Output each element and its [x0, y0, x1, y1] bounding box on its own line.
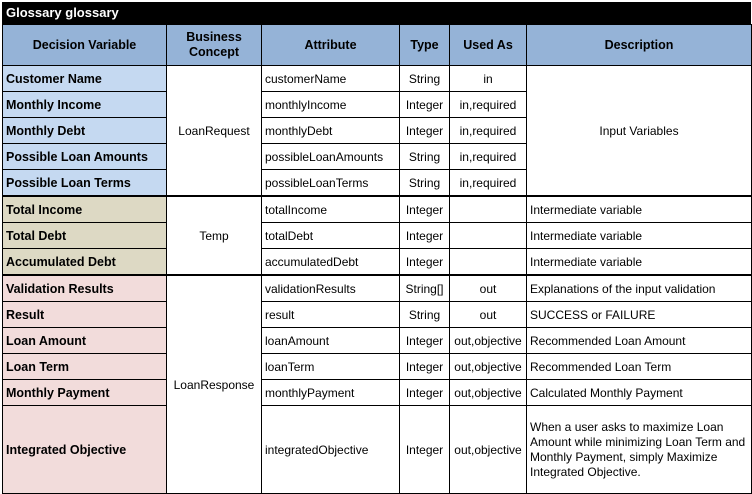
attribute-cell[interactable]: monthlyDebt — [262, 118, 400, 144]
used-as-cell[interactable]: out — [450, 302, 527, 328]
description-cell[interactable]: Recommended Loan Term — [527, 354, 752, 380]
attribute-cell[interactable]: possibleLoanTerms — [262, 170, 400, 197]
type-cell[interactable]: String — [400, 66, 450, 92]
type-cell[interactable]: Integer — [400, 249, 450, 276]
decision-variable-cell[interactable]: Accumulated Debt — [3, 249, 167, 276]
header-business-concept[interactable]: Business Concept — [167, 25, 262, 66]
type-cell[interactable]: Integer — [400, 380, 450, 406]
glossary-sheet — [2, 2, 751, 494]
type-cell[interactable]: String — [400, 170, 450, 197]
used-as-cell[interactable] — [450, 196, 527, 223]
table-row — [3, 223, 752, 249]
description-cell[interactable]: Input Variables — [527, 66, 752, 197]
decision-variable-cell[interactable]: Loan Amount — [3, 328, 167, 354]
decision-variable-cell[interactable]: Possible Loan Terms — [3, 170, 167, 197]
attribute-cell[interactable]: totalDebt — [262, 223, 400, 249]
decision-variable-cell[interactable]: Validation Results — [3, 275, 167, 302]
table-row — [3, 302, 752, 328]
business-concept-cell[interactable]: LoanRequest — [167, 66, 262, 197]
description-cell[interactable]: Recommended Loan Amount — [527, 328, 752, 354]
used-as-cell[interactable]: out,objective — [450, 380, 527, 406]
glossary-table — [2, 24, 752, 494]
description-cell[interactable]: When a user asks to maximize Loan Amount while minimizing Loan Term and Monthly Payment, simply Maximize Integrated Objective. — [527, 406, 752, 494]
header-decision-variable[interactable]: Decision Variable — [3, 25, 167, 66]
sheet-title: Glossary glossary — [2, 2, 751, 24]
description-cell[interactable]: Calculated Monthly Payment — [527, 380, 752, 406]
used-as-cell[interactable]: in,required — [450, 92, 527, 118]
business-concept-cell[interactable]: LoanResponse — [167, 275, 262, 494]
type-cell[interactable]: String[] — [400, 275, 450, 302]
decision-variable-cell[interactable]: Total Debt — [3, 223, 167, 249]
header-description[interactable]: Description — [527, 25, 752, 66]
table-row — [3, 66, 752, 92]
description-cell[interactable]: Explanations of the input validation — [527, 275, 752, 302]
table-row — [3, 275, 752, 302]
header-used-as[interactable]: Used As — [450, 25, 527, 66]
type-cell[interactable]: Integer — [400, 223, 450, 249]
description-cell[interactable]: Intermediate variable — [527, 223, 752, 249]
table-row — [3, 328, 752, 354]
type-cell[interactable]: Integer — [400, 354, 450, 380]
business-concept-cell[interactable]: Temp — [167, 196, 262, 275]
type-cell[interactable]: Integer — [400, 92, 450, 118]
decision-variable-cell[interactable]: Monthly Debt — [3, 118, 167, 144]
decision-variable-cell[interactable]: Monthly Income — [3, 92, 167, 118]
attribute-cell[interactable]: result — [262, 302, 400, 328]
header-attribute[interactable]: Attribute — [262, 25, 400, 66]
attribute-cell[interactable]: monthlyPayment — [262, 380, 400, 406]
used-as-cell[interactable]: in,required — [450, 170, 527, 197]
attribute-cell[interactable]: monthlyIncome — [262, 92, 400, 118]
decision-variable-cell[interactable]: Total Income — [3, 196, 167, 223]
used-as-cell[interactable]: in — [450, 66, 527, 92]
attribute-cell[interactable]: customerName — [262, 66, 400, 92]
attribute-cell[interactable]: accumulatedDebt — [262, 249, 400, 276]
decision-variable-cell[interactable]: Loan Term — [3, 354, 167, 380]
attribute-cell[interactable]: validationResults — [262, 275, 400, 302]
used-as-cell[interactable] — [450, 249, 527, 276]
used-as-cell[interactable]: out,objective — [450, 354, 527, 380]
type-cell[interactable]: Integer — [400, 118, 450, 144]
table-row — [3, 354, 752, 380]
table-row — [3, 406, 752, 494]
type-cell[interactable]: Integer — [400, 196, 450, 223]
used-as-cell[interactable]: out — [450, 275, 527, 302]
attribute-cell[interactable]: loanTerm — [262, 354, 400, 380]
table-row — [3, 380, 752, 406]
used-as-cell[interactable] — [450, 223, 527, 249]
decision-variable-cell[interactable]: Customer Name — [3, 66, 167, 92]
attribute-cell[interactable]: integratedObjective — [262, 406, 400, 494]
decision-variable-cell[interactable]: Result — [3, 302, 167, 328]
header-type[interactable]: Type — [400, 25, 450, 66]
description-cell[interactable]: SUCCESS or FAILURE — [527, 302, 752, 328]
attribute-cell[interactable]: loanAmount — [262, 328, 400, 354]
description-cell[interactable]: Intermediate variable — [527, 249, 752, 276]
type-cell[interactable]: Integer — [400, 406, 450, 494]
used-as-cell[interactable]: in,required — [450, 118, 527, 144]
type-cell[interactable]: String — [400, 302, 450, 328]
type-cell[interactable]: String — [400, 144, 450, 170]
type-cell[interactable]: Integer — [400, 328, 450, 354]
table-row — [3, 196, 752, 223]
attribute-cell[interactable]: totalIncome — [262, 196, 400, 223]
table-row — [3, 249, 752, 276]
attribute-cell[interactable]: possibleLoanAmounts — [262, 144, 400, 170]
used-as-cell[interactable]: out,objective — [450, 328, 527, 354]
decision-variable-cell[interactable]: Integrated Objective — [3, 406, 167, 494]
decision-variable-cell[interactable]: Possible Loan Amounts — [3, 144, 167, 170]
decision-variable-cell[interactable]: Monthly Payment — [3, 380, 167, 406]
description-cell[interactable]: Intermediate variable — [527, 196, 752, 223]
used-as-cell[interactable]: out,objective — [450, 406, 527, 494]
header-row — [3, 25, 752, 66]
used-as-cell[interactable]: in,required — [450, 144, 527, 170]
